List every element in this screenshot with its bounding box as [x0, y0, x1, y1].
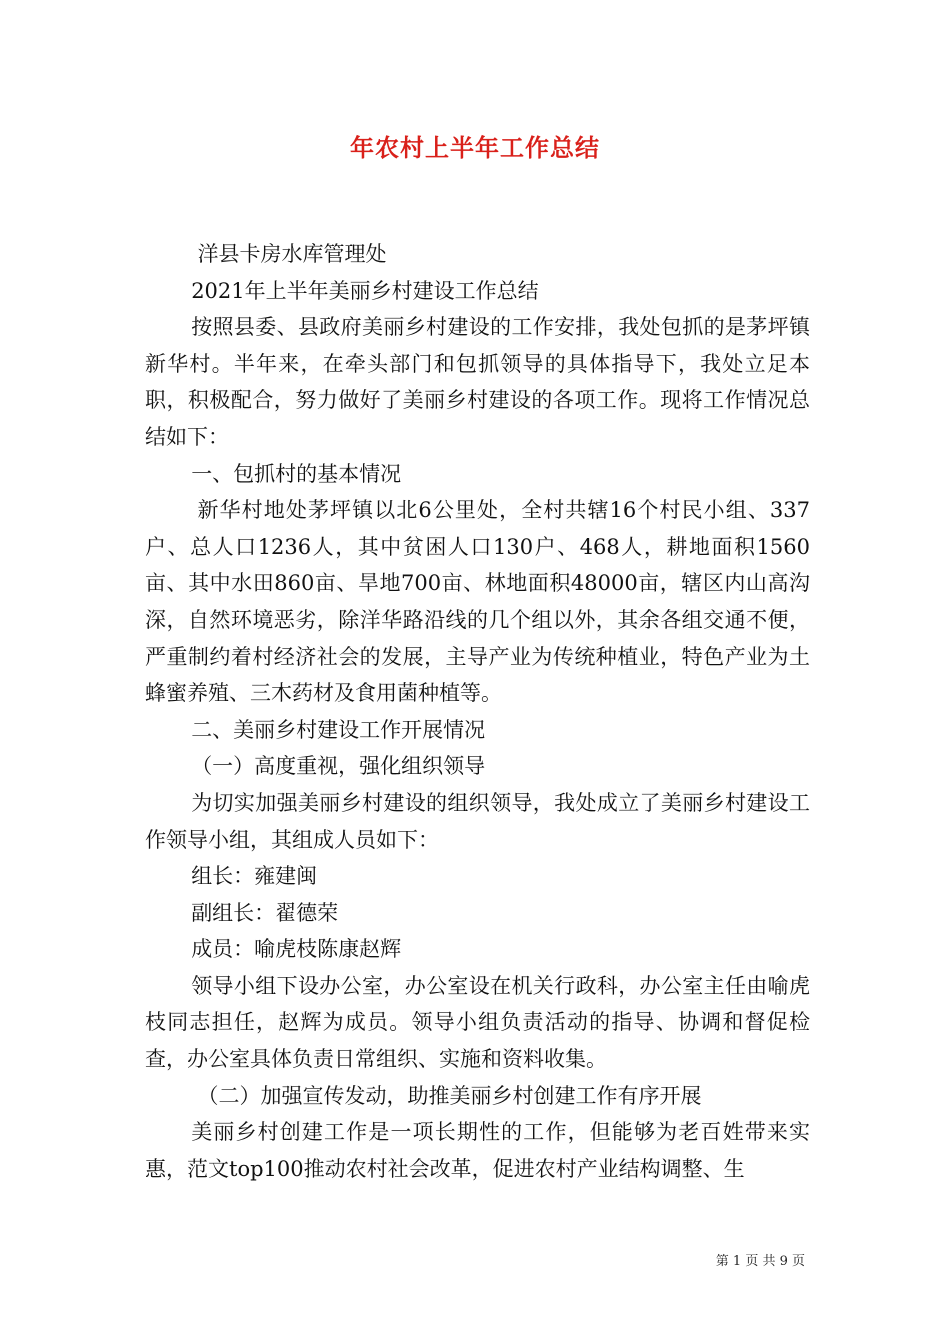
paragraph-publicity: 美丽乡村创建工作是一项长期性的工作，但能够为老百姓带来实惠，范文top100推动农村社会改革，促进农村产业结构调整、生 [145, 1120, 810, 1181]
paragraph-office: 领导小组下设办公室，办公室设在机关行政科，办公室主任由喻虎枝同志担任，赵辉为成员。领导小组负责活动的指导、协调和督促检查，办公室具体负责日常组织、实施和资料收集。 [145, 973, 810, 1072]
heading-subsection-2: （二）加强宣传发动，助推美丽乡村创建工作有序开展 [197, 1083, 702, 1108]
heading-subsection-1: （一）高度重视，强化组织领导 [191, 754, 486, 779]
page-number: 第 1 页 共 9 页 [715, 1254, 805, 1269]
document-title: 年农村上半年工作总结 [350, 134, 600, 162]
paragraph-organization: 洋县卡房水库管理处 [197, 242, 387, 266]
paragraph-report-title: 2021年上半年美丽乡村建设工作总结 [191, 278, 539, 303]
paragraph-village-overview: 新华村地处茅坪镇以北6公里处，全村共辖16个村民小组、337户、总人口1236人，其中贫困人口130户、468人，耕地面积1560亩、其中水田860亩、旱地700亩、林地面积48000亩，辖区内山高沟深，自然环境恶劣，除洋华路沿线的几个组以外，其余各组交通不便，严重制约着村经济社会的发展，主导产业为传统种植业，特色产业为土蜂蜜养殖、三木药材及食用菌种植等。 [145, 498, 810, 706]
paragraph-deputy-leader: 副组长：翟德荣 [191, 900, 339, 925]
heading-section-2: 二、美丽乡村建设工作开展情况 [191, 717, 486, 742]
heading-section-1: 一、包抓村的基本情况 [191, 461, 402, 486]
paragraph-intro: 按照县委、县政府美丽乡村建设的工作安排，我处包抓的是茅坪镇新华村。半年来，在牵头部门和包抓领导的具体指导下，我处立足本职，积极配合，努力做好了美丽乡村建设的各项工作。现将工作情况总结如下： [145, 315, 810, 449]
paragraph-leadership-group: 为切实加强美丽乡村建设的组织领导，我处成立了美丽乡村建设工作领导小组，其组成人员如下： [145, 790, 810, 852]
paragraph-members: 成员：喻虎枝陈康赵辉 [191, 937, 402, 962]
paragraph-group-leader: 组长：雍建闽 [191, 864, 318, 889]
document-body [145, 236, 810, 1187]
